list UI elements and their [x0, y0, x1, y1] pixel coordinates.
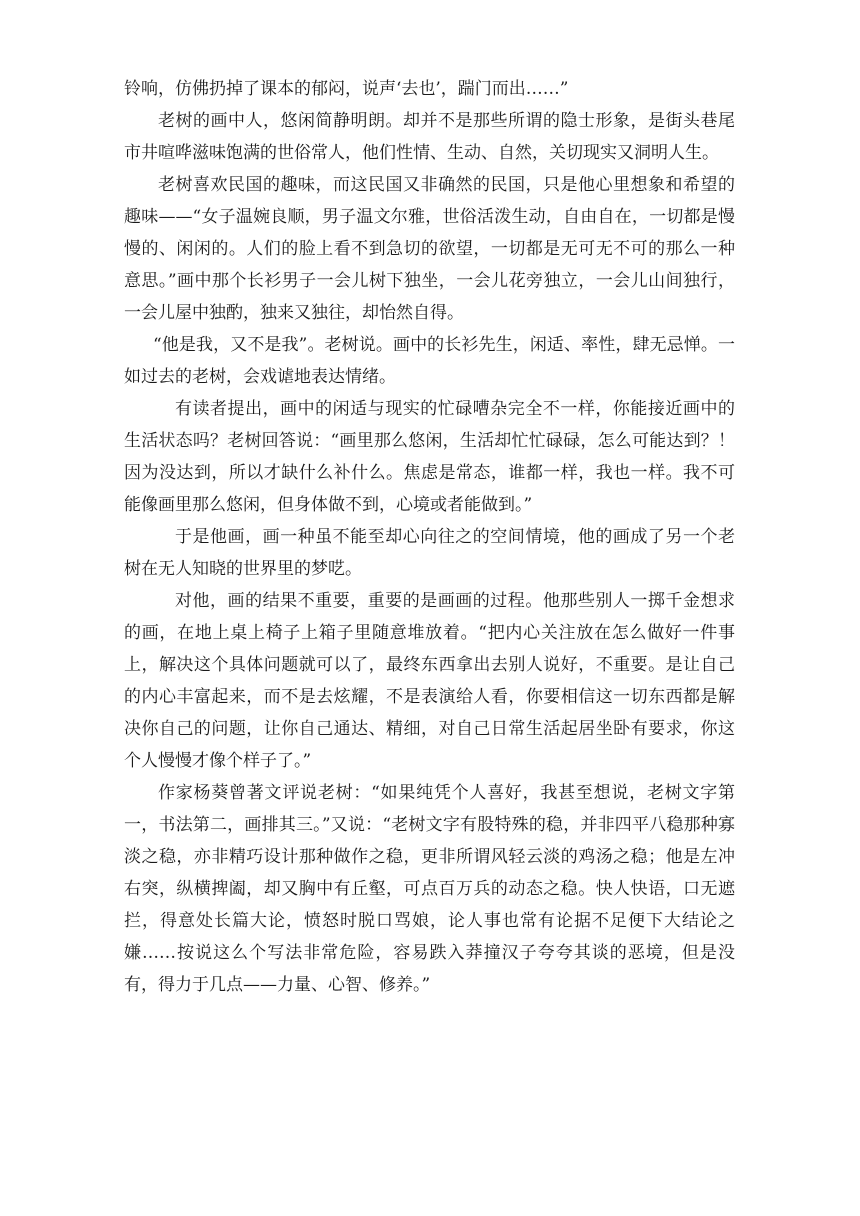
article-body: [124, 73, 735, 1001]
paragraph-republic-taste: 老树喜欢民国的趣味，而这民国又非确然的民国，只是他心里想象和希望的趣味——“女子温婉良顺，男子温文尔雅，世俗活泼生动，自由自在，一切都是慢慢的、闲闲的。人们的脸上看不到急切的欲望，一切都是无可无不可的那么一种意思。”画中那个长衫男子一会儿树下独坐，一会儿花旁独立，一会儿山间独行，一会儿屋中独酌，独来又独往，却怡然自得。: [124, 175, 735, 323]
paragraph-yang-kui-review: 作家杨葵曾著文评说老树：“如果纯凭个人喜好，我甚至想说，老树文字第一，书法第二，画排其三。”又说：“老树文字有股特殊的稳，并非四平八稳那种寡淡之稳，亦非精巧设计那种做作之稳，更非所谓风轻云淡的鸡汤之稳；他是左冲右突，纵横捭阖，却又胸中有丘壑，可点百万兵的动态之稳。快人快语，口无遮拦，得意处长篇大论，愤怒时脱口骂娘，论人事也常有论据不足便下大结论之嫌……按说这么个写法非常危险，容易跌入莽撞汉子夸夸其谈的恶境，但是没有，得力于几点——力量、心智、修养。”: [124, 783, 735, 995]
paragraph-continuation: 铃响，仿佛扔掉了课本的郁闷，说声‘去也’，踹门而出……”: [124, 79, 569, 99]
paragraph-painting-figures: 老树的画中人，悠闲简静明朗。却并不是那些所谓的隐士形象，是街头巷尾市井喧哗滋味饱满的世俗常人，他们性情、生动、自然，关切现实又洞明人生。: [124, 111, 735, 163]
paragraph-process-matters: 对他，画的结果不重要，重要的是画画的过程。他那些别人一掷千金想求的画，在地上桌上椅子上箱子里随意堆放着。“把内心关注放在怎么做好一件事上，解决这个具体问题就可以了，最终东西拿出去别人说好，不重要。是让自己的内心丰富起来，而不是去炫耀，不是表演给人看，你要相信这一切东西都是解决你自己的问题，让你自己通达、精细，对自己日常生活起居坐卧有要求，你这个人慢慢才像个样子了。”: [124, 591, 735, 771]
paragraph-reader-question: 有读者提出，画中的闲适与现实的忙碌嘈杂完全不一样，你能接近画中的生活状态吗？老树回答说：“画里那么悠闲，生活却忙忙碌碌，怎么可能达到？！因为没达到，所以才缺什么补什么。焦虑是常态，谁都一样，我也一样。我不可能像画里那么悠闲，但身体做不到，心境或者能做到。”: [124, 399, 735, 515]
paragraph-dream-space: 于是他画，画一种虽不能至却心向往之的空间情境，他的画成了另一个老树在无人知晓的世界里的梦呓。: [124, 527, 735, 579]
paragraph-he-is-me: “他是我，又不是我”。老树说。画中的长衫先生，闲适、率性，肆无忌惮。一如过去的老树，会戏谑地表达情绪。: [124, 335, 735, 387]
